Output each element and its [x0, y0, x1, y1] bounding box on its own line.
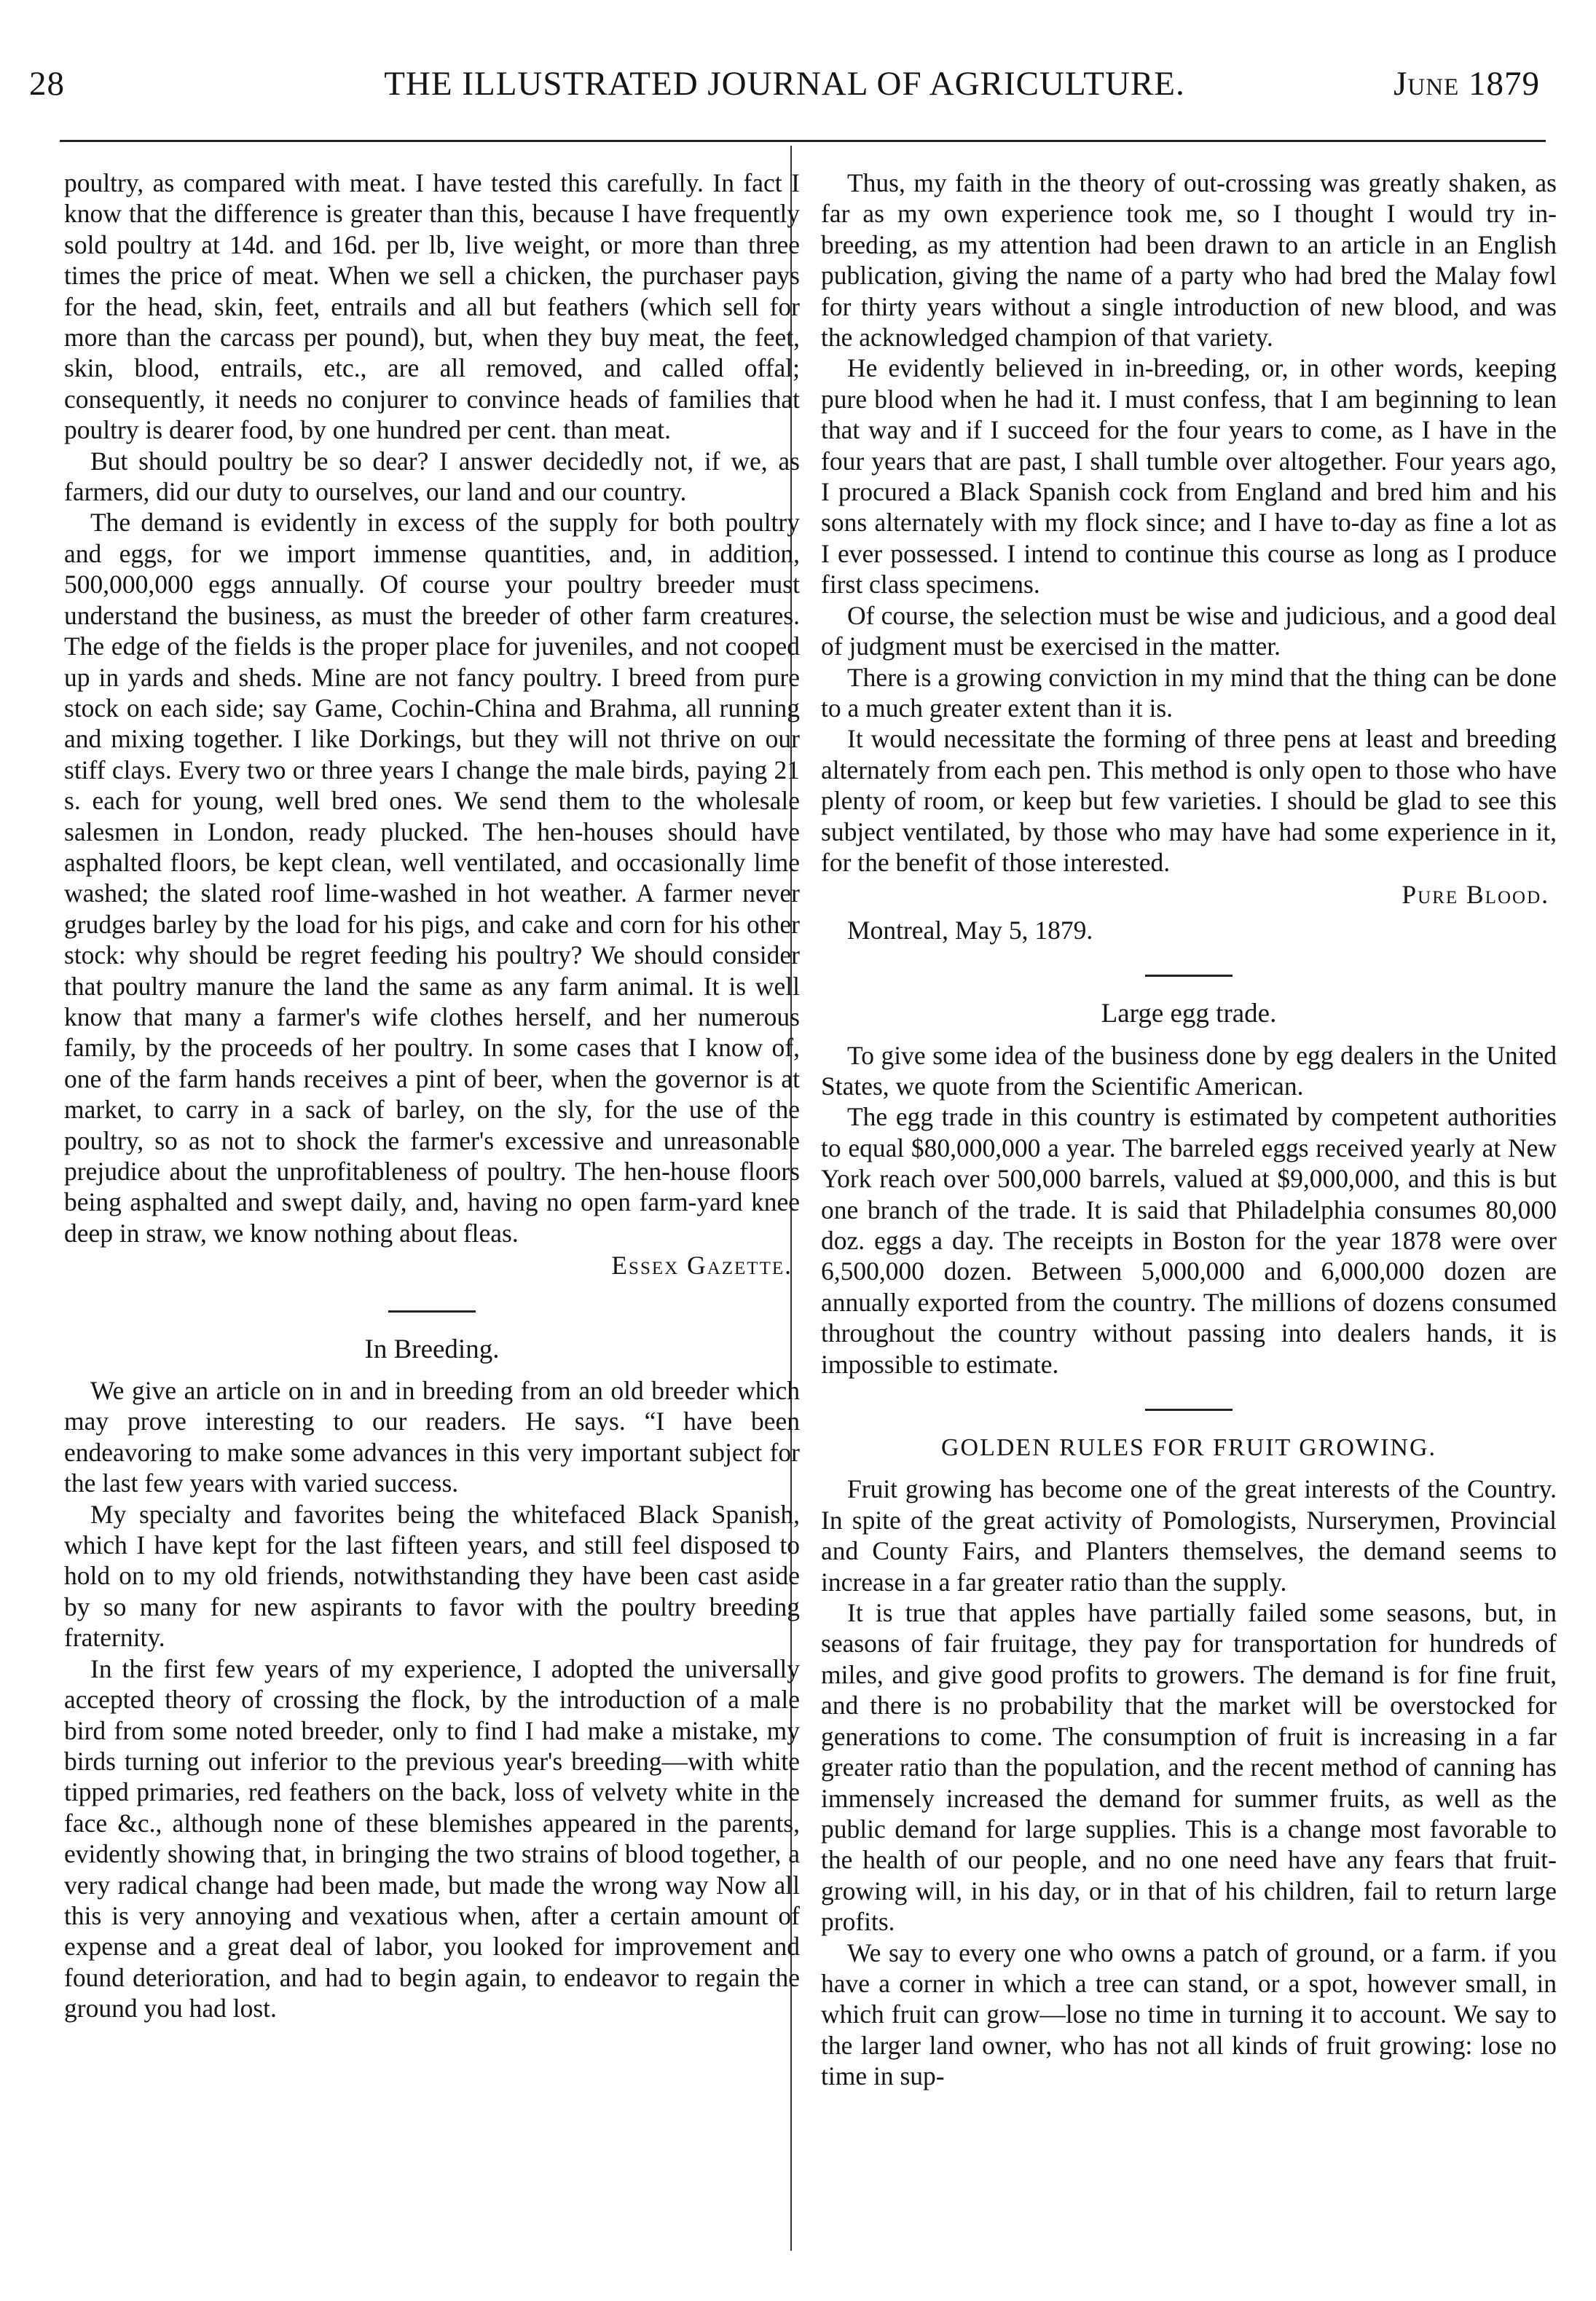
article-paragraph: But should poultry be so dear? I answer decidedly not, if we, as farmers, did our duty to ourselves, our land and our country. — [64, 446, 800, 507]
article-paragraph: There is a growing conviction in my mind that the thing can be done to a much greater extent than it is. — [821, 662, 1557, 723]
journal-title: THE ILLUSTRATED JOURNAL OF AGRICULTURE. — [384, 65, 1185, 103]
article-title: In Breeding. — [364, 1334, 500, 1364]
section-separator — [1145, 1409, 1233, 1411]
article-paragraph: We say to every one who owns a patch of ground, or a farm. if you have a corner in which a tree can stand, or a spot, however small, in which fruit can grow—lose no time in turning it to account. We say to the larger land owner, who has not all kinds of fruit growing: lose no time in sup- — [821, 1938, 1557, 2091]
article-signature: Pure Blood. — [1402, 880, 1549, 910]
header-rule — [60, 140, 1546, 142]
article-paragraph: poultry, as compared with meat. I have tested this carefully. In fact I know that the difference is greater than this, because I have frequently sold poultry at 14d. and 16d. per lb, live weight, or more than three times the price of meat. When we sell a chicken, the purchaser pays for the head, skin, feet, entrails and all but feathers (which sell for more than the carcass per pound), but, when they buy meat, the feet, skin, blood, entrails, etc., are all removed, and called offal; consequently, it needs no conjurer to convince heads of families that poultry is dearer food, by one hundred per cent. than meat. — [64, 168, 800, 445]
article-paragraph: To give some idea of the business done by egg dealers in the United States, we quote from the Scientific American. — [821, 1040, 1557, 1101]
issue-month: June — [1393, 65, 1460, 103]
in-breeding-article — [64, 1334, 800, 2024]
in-breeding-continued — [821, 168, 1557, 945]
article-paragraph: Thus, my faith in the theory of out-crossing was greatly shaken, as far as my own experience took me, so I thought I would try in-breeding, as my attention had been drawn to an article in an English publication, giving the name of a party who had bred the Malay fowl for thirty years without a single introduction of new blood, and was the acknowledged champion of that variety. — [821, 168, 1557, 353]
article-paragraph: He evidently believed in in-breeding, or, in other words, keeping pure blood when he had it. I must confess, that I am beginning to lean that way and if I succeed for the four years to come, as I have in the four years that are past, I shall tumble over altogether. Four years ago, I procured a Black Spanish cock from England and bred him and his sons alternately with my flock since; and I have to-day as fine a lot as I ever possessed. I intend to continue this course as long as I produce first class specimens. — [821, 353, 1557, 599]
article-dateline: Montreal, May 5, 1879. — [847, 915, 1093, 945]
right-column — [821, 168, 1557, 2092]
article-paragraph: We give an article on in and in breeding from an old breeder which may prove interesting to our readers. He says. “I have been endeavoring to make some advances in this very important subject for the last few years with varied success. — [64, 1376, 800, 1498]
article-paragraph: My specialty and favorites being the whitefaced Black Spanish, which I have kept for the last fifteen years, and still feel disposed to hold on to my old friends, notwithstanding they have been cast aside by so many for new aspirants to favor with the poultry breeding fraternity. — [64, 1499, 800, 1653]
article-title: GOLDEN RULES FOR FRUIT GROWING. — [941, 1434, 1436, 1462]
article-paragraph: It would necessitate the forming of three pens at least and breeding alternately from each pen. This method is only open to those who have plenty of room, or keep but few varieties. I should be glad to see this subject ventilated, by those who may have had some experience in it, for the benefit of those interested. — [821, 724, 1557, 877]
section-separator — [388, 1310, 476, 1313]
article-paragraph: Fruit growing has become one of the great interests of the Country. In spite of the great activity of Pomologists, Nurserymen, Provincial and County Fairs, and Planters themselves, the demand seems to increase in a far greater ratio than the supply. — [821, 1474, 1557, 1597]
article-signature: Essex Gazette. — [611, 1251, 793, 1281]
article-paragraph: It is true that apples have partially failed some seasons, but, in seasons of fair fruitage, they pay for transportation for hundreds of miles, and give good profits to growers. The demand is for fine fruit, and there is no probability that the market will be overstocked for generations to come. The consumption of fruit is increasing in a far greater ratio than the population, and the recent method of canning has immensely increased the demand for summer fruits, as well as the public demand for large supplies. This is a change most favorable to the health of our people, and no one need have any fears that fruit-growing will, in his day, or in that of his children, fail to return large profits. — [821, 1598, 1557, 1937]
page-number: 28 — [29, 65, 65, 103]
section-separator — [1145, 975, 1233, 977]
issue-date — [1393, 64, 1540, 103]
egg-trade-article — [821, 999, 1557, 1380]
article-paragraph: The egg trade in this country is estimated by competent authorities to equal $80,000,000 a year. The barreled eggs received yearly at New York reach over 500,000 barrels, valued at $9,000,000, and this is but one branch of the trade. It is said that Philadelphia consumes 80,000 doz. eggs a day. The receipts in Boston for the year 1878 were over 6,500,000 dozen. Between 5,000,000 and 6,000,000 dozen are annually exported from the country. The millions of dozens consumed throughout the country without passing into dealers hands, it is impossible to estimate. — [821, 1102, 1557, 1379]
issue-year: 1879 — [1469, 65, 1540, 103]
fruit-growing-article — [821, 1433, 1557, 2092]
left-column — [64, 168, 800, 2024]
article-paragraph: Of course, the selection must be wise and judicious, and a good deal of judgment must be exercised in the matter. — [821, 600, 1557, 661]
article-paragraph: In the first few years of my experience, I adopted the universally accepted theory of crossing the flock, by the introduction of a male bird from some noted breeder, only to find I had make a mistake, my birds turning out inferior to the previous year's breeding—with white tipped primaries, red feathers on the back, loss of velvety white in the face &c., although none of these blemishes appeared in the parents, evidently showing that, in bringing the two strains of blood together, a very radical change had been made, but made the wrong way Now all this is very annoying and vexatious when, after a certain amount of expense and a great deal of labor, you looked for improvement and found deterioration, and had to begin again, to endeavor to regain the ground you had lost. — [64, 1653, 800, 2023]
poultry-article — [64, 168, 800, 1281]
article-title: Large egg trade. — [1101, 999, 1277, 1029]
article-paragraph: The demand is evidently in excess of the supply for both poultry and eggs, for we import immense quantities, and, in addition, 500,000,000 eggs annually. Of course your poultry breeder must understand the business, as must the breeder of other farm creatures. The edge of the fields is the proper place for juveniles, and not cooped up in yards and sheds. Mine are not fancy poultry. I breed from pure stock on each side; say Game, Cochin-China and Brahma, all running and mixing together. I like Dorkings, but they will not thrive on our stiff clays. Every two or three years I change the male birds, paying 21 s. each for young, well bred ones. We send them to the wholesale salesmen in London, ready plucked. The hen-houses should have asphalted floors, be kept clean, well ventilated, and occasionally lime washed; the slated roof lime-washed in hot weather. A farmer never grudges barley by the load for his pigs, and cake and corn for his other stock: why should be regret feeding his poultry? We should consider that poultry manure the land the same as any farm animal. It is well know that many a farmer's wife clothes herself, and her numerous family, by the proceeds of her poultry. In some cases that I know of, one of the farm hands receives a pint of beer, when the governor is at market, to carry in a sack of barley, on the sly, for the use of the poultry, so as not to shock the farmer's excessive and unreasonable prejudice about the unprofitableness of poultry. The hen-house floors being asphalted and swept daily, and, having no open farm-yard knee deep in straw, we know nothing about fleas. — [64, 508, 800, 1248]
running-header — [29, 64, 1540, 119]
